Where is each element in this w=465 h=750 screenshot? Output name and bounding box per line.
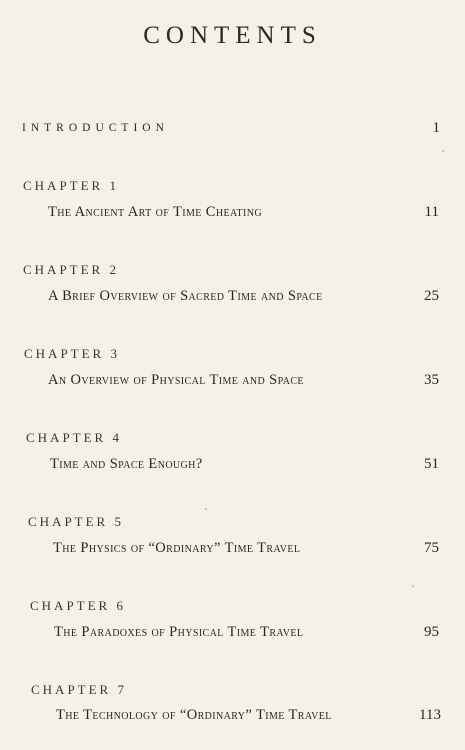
chapter-label: CHAPTER 4 (26, 430, 122, 445)
chapter-title: A Brief Overview of Sacred Time and Space (48, 288, 323, 304)
chapter-label: CHAPTER 7 (31, 682, 127, 697)
chapter-label: CHAPTER 1 (23, 178, 119, 193)
paper-speck (442, 150, 444, 152)
chapter-label: CHAPTER 5 (28, 514, 124, 529)
chapter-label: CHAPTER 3 (24, 346, 120, 361)
chapter-label: CHAPTER 6 (30, 598, 126, 613)
introduction-page-number: 1 (432, 120, 440, 136)
chapter-title: The Physics of “Ordinary” Time Travel (53, 540, 301, 556)
chapter-page-number: 25 (424, 288, 439, 304)
chapter-title: The Ancient Art of Time Cheating (48, 204, 262, 220)
chapter-label: CHAPTER 2 (23, 262, 119, 277)
chapter-title: Time and Space Enough? (50, 456, 203, 472)
page-title: CONTENTS (143, 22, 322, 49)
chapter-title: The Technology of “Ordinary” Time Travel (56, 707, 332, 723)
chapter-page-number: 75 (424, 540, 439, 556)
chapter-page-number: 95 (424, 624, 439, 640)
introduction-label: INTRODUCTION (22, 122, 169, 134)
chapter-title: The Paradoxes of Physical Time Travel (54, 624, 304, 640)
chapter-page-number: 113 (419, 707, 441, 723)
chapter-page-number: 35 (424, 372, 439, 388)
paper-speck (412, 585, 414, 587)
chapter-page-number: 11 (424, 204, 439, 220)
paper-speck (205, 508, 207, 510)
chapter-page-number: 51 (424, 456, 439, 472)
chapter-title: An Overview of Physical Time and Space (48, 372, 304, 388)
